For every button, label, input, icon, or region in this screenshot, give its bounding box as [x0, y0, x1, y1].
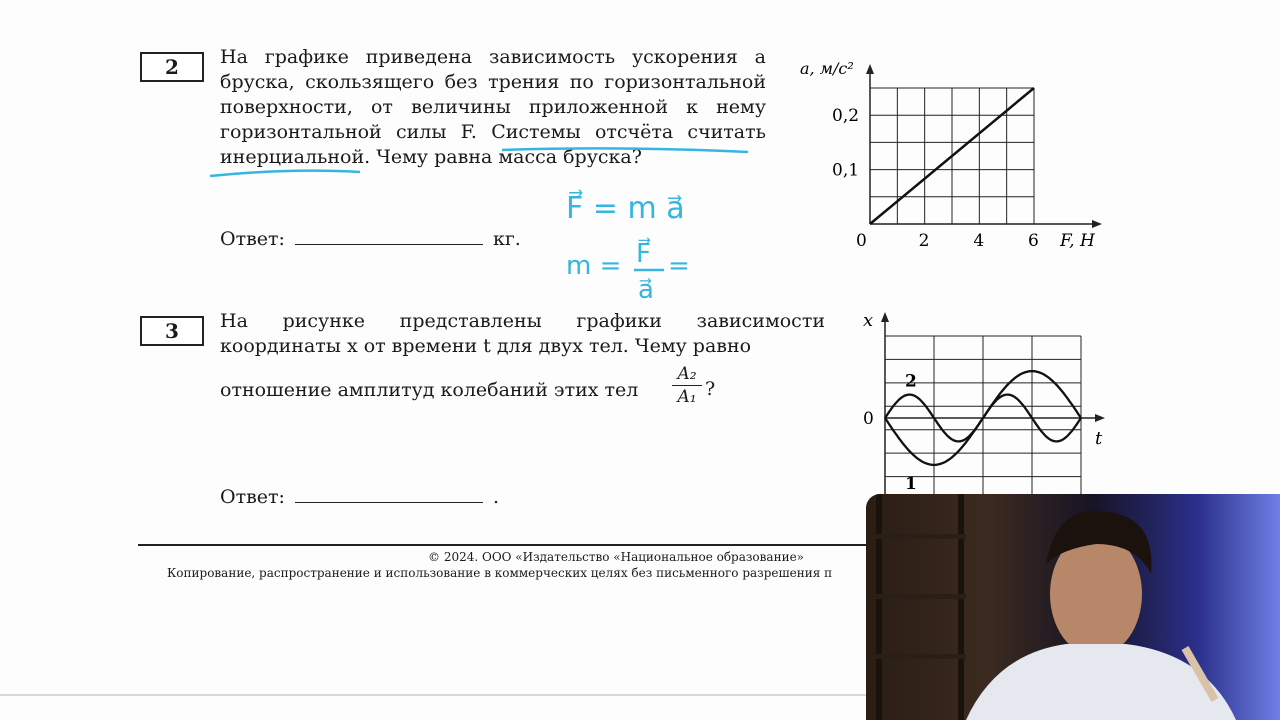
formula-mass-left: m = [566, 251, 622, 281]
q3-line-1: На рисунке представлены графики зависимости [220, 310, 825, 332]
q2-line-4: горизонтальной силы F. Системы отсчёта считать [220, 121, 766, 143]
x-axis-label: F, Н [1060, 231, 1095, 250]
fraction-denominator: A₁ [677, 387, 697, 407]
formula-mass-num: F⃗ [636, 239, 651, 269]
q2-line-2: бруска, скользящего без трения по горизонтальной [220, 71, 766, 93]
q2-line-1: На графике приведена зависимость ускорения a [220, 46, 766, 68]
q2-answer-label: Ответ: [220, 228, 285, 250]
x-tick-label: 2 [918, 231, 930, 250]
question-number-2: 2 [140, 52, 204, 82]
chart-acceleration-force [790, 50, 1120, 250]
series-label: 1 [905, 473, 917, 494]
x-tick-label: 4 [973, 231, 985, 250]
x-tick-label: 6 [1028, 231, 1039, 250]
x-axis-arrow [1092, 220, 1102, 228]
q2-line-3: поверхности, от величины приложенной к нему [220, 96, 766, 118]
fraction-bar [672, 385, 702, 386]
shelf [876, 534, 966, 539]
footer-copying-notice: Копирование, распространение и использование в коммерческих целях без письменного разрешения п [167, 566, 833, 580]
shelf [876, 594, 966, 599]
x-axis-arrow [1095, 414, 1105, 422]
q3-answer-row [220, 484, 499, 508]
webcam-presenter-image [866, 494, 1280, 720]
q3-answer-field[interactable] [295, 484, 483, 503]
q3-line-3: отношение амплитуд колебаний этих тел [220, 379, 639, 401]
fraction-numerator: A₂ [677, 364, 697, 384]
underline-1 [502, 148, 748, 152]
origin-label: 0 [863, 409, 874, 429]
question-mark: ? [705, 378, 716, 400]
formula-mass-den: a⃗ [638, 275, 654, 305]
x-tick-label: 0 [856, 231, 867, 250]
formula-equals: = [668, 251, 690, 281]
q3-answer-unit: . [492, 486, 499, 508]
y-tick-label: 0,1 [832, 160, 860, 181]
y-axis-arrow [881, 312, 889, 322]
y-axis-label: a, м/с² [800, 59, 854, 78]
shelf-post [958, 494, 964, 720]
q3-line-2: координаты x от времени t для двух тел. Чему равно [220, 335, 752, 357]
q2-line-5: инерциальной. Чему равна масса бруска? [220, 146, 642, 168]
underline-2 [210, 171, 360, 176]
y-axis-arrow [866, 64, 874, 74]
q2-answer-unit: кг. [492, 228, 521, 250]
amplitude-fraction [672, 364, 702, 407]
webcam-overlay [866, 494, 1280, 720]
x-axis-label: t [1095, 428, 1103, 449]
question-3-text [220, 309, 825, 359]
shirt [966, 644, 1236, 720]
footer-copyright: © 2024. ООО «Издательство «Национальное образование» [428, 550, 805, 564]
series-label: 2 [905, 371, 917, 392]
chart-coordinate-time [855, 310, 1115, 500]
y-tick-label: 0,2 [832, 106, 860, 127]
q3-answer-label: Ответ: [220, 486, 285, 508]
shelf [876, 654, 966, 659]
shelf-post [876, 494, 882, 720]
footer-rule [138, 544, 868, 546]
y-axis-label: x [863, 310, 874, 331]
question-number-3: 3 [140, 316, 204, 346]
formula-newton: F⃗ = m a⃗ [566, 191, 685, 226]
